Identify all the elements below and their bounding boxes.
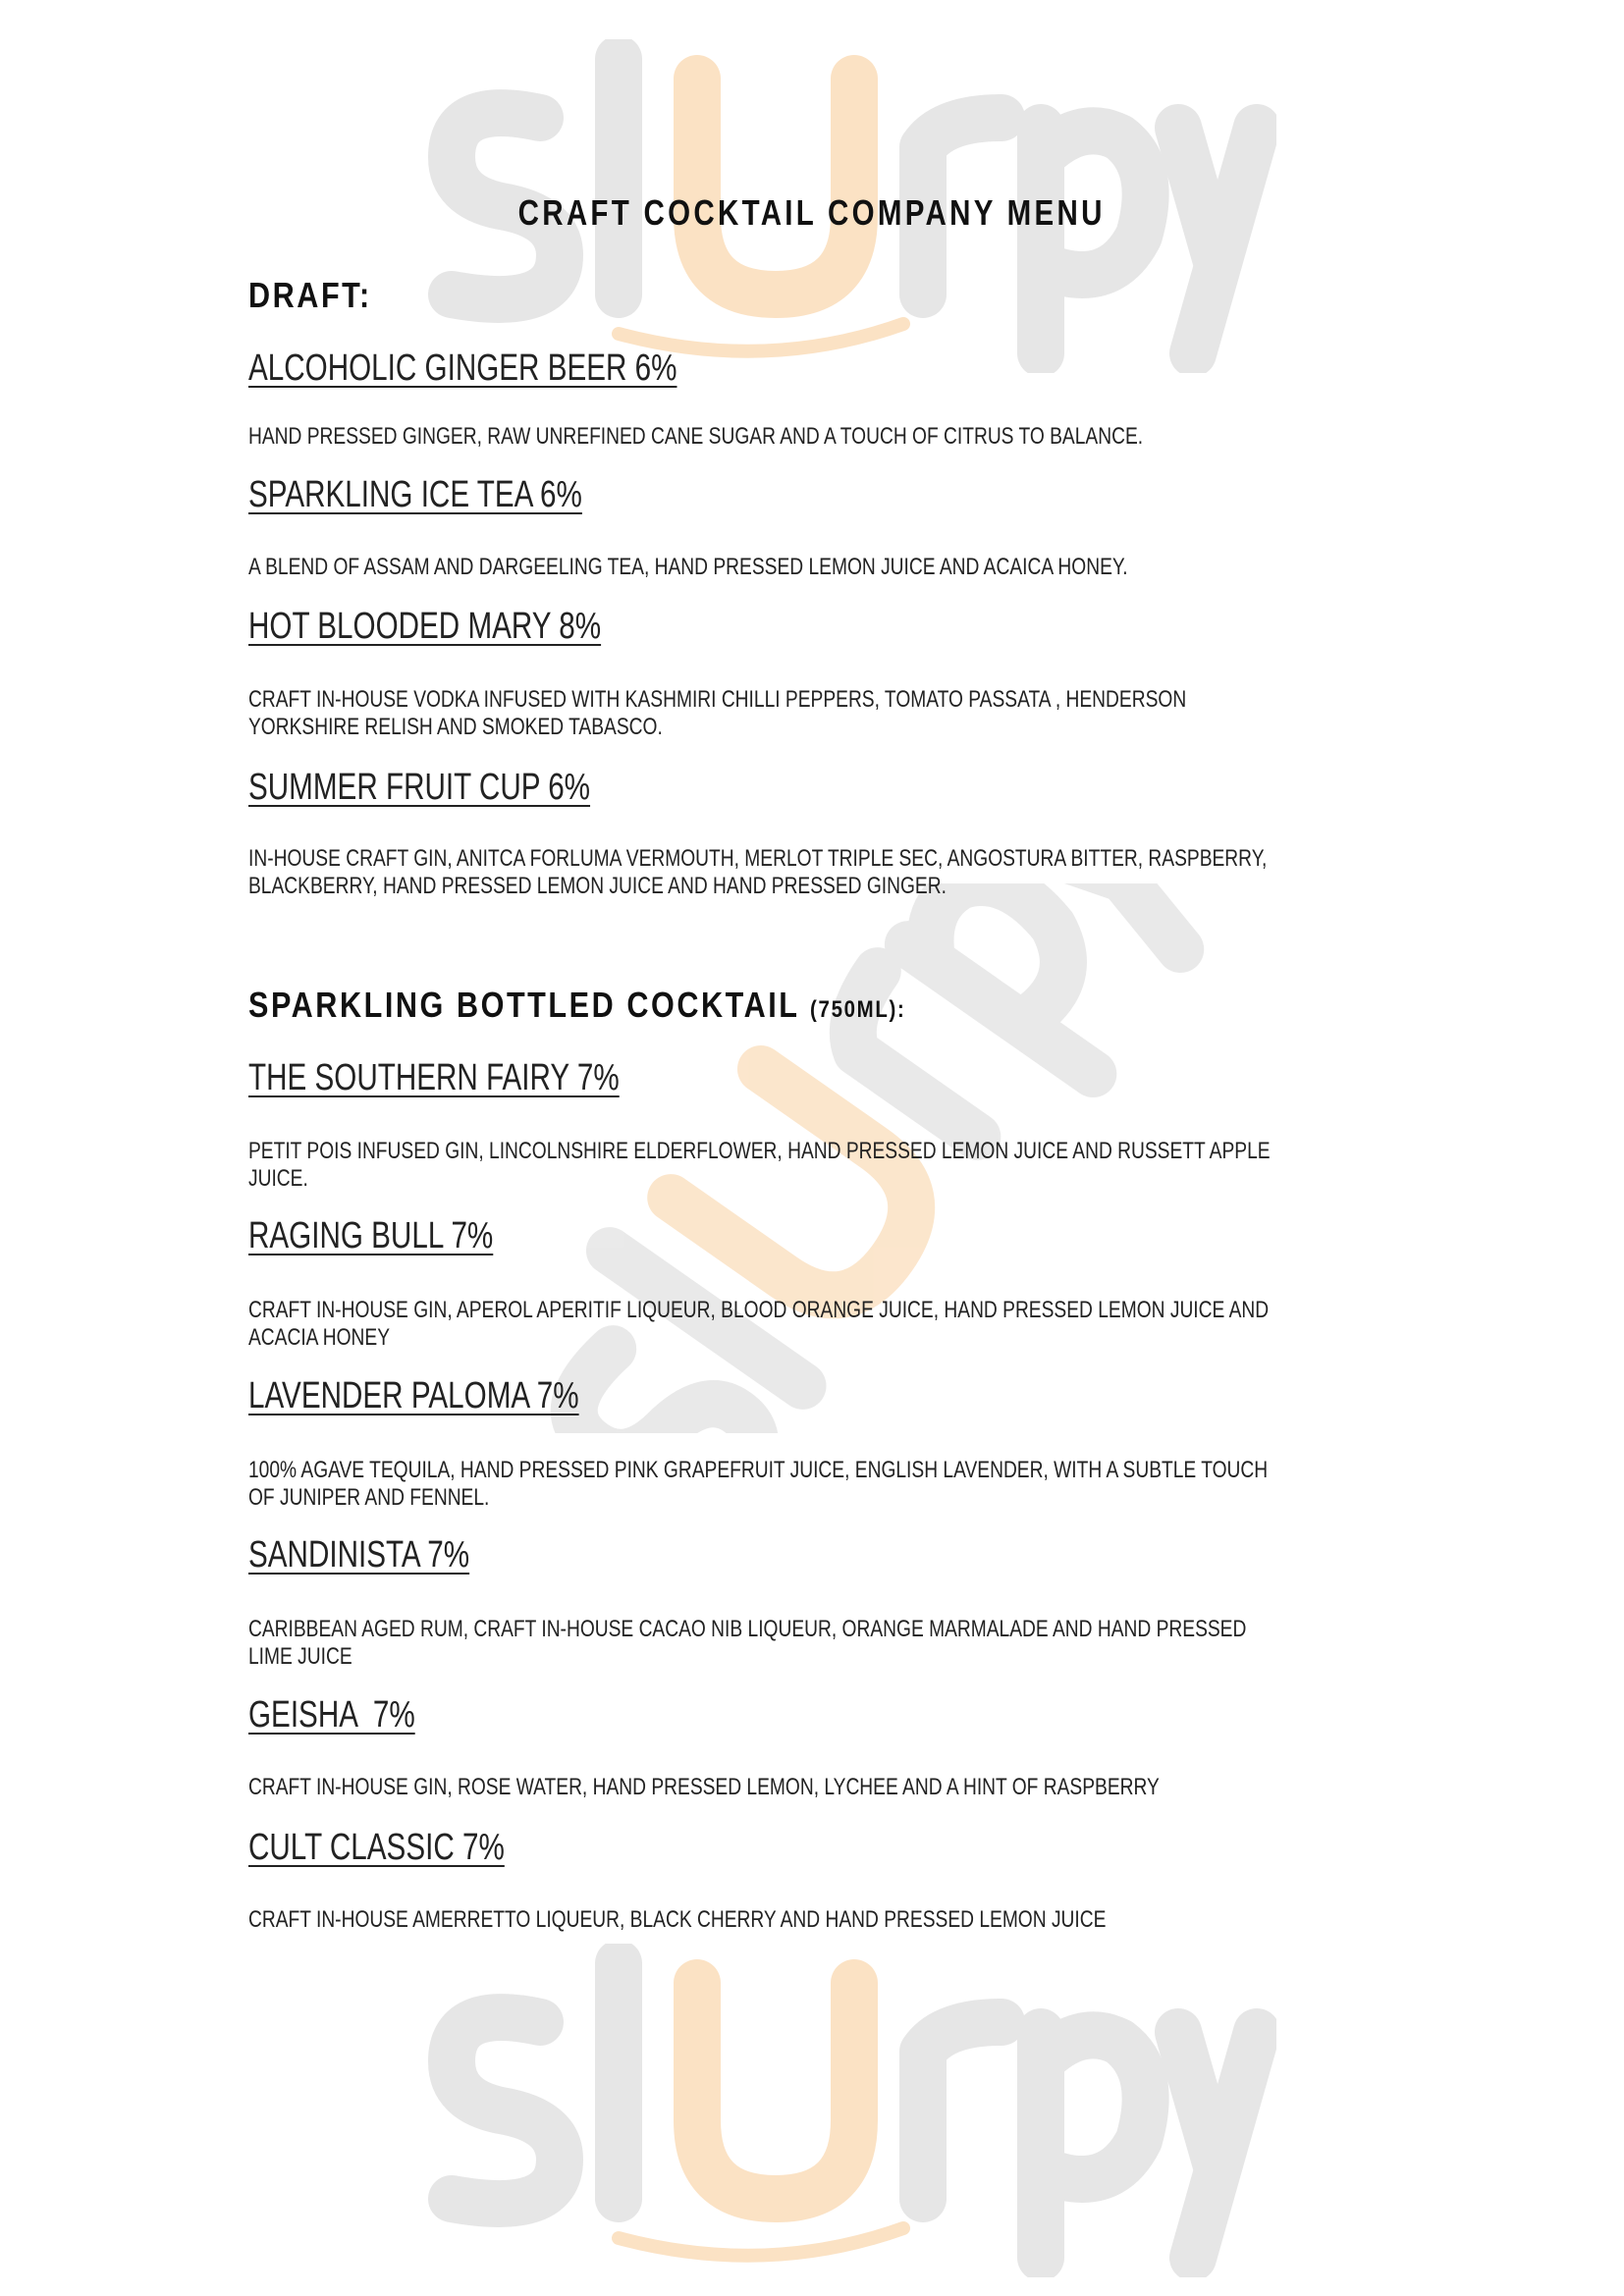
item-name: THE SOUTHERN FAIRY 7% <box>248 1057 620 1098</box>
item-description <box>248 1616 1246 1671</box>
item-description <box>248 1906 1106 1934</box>
menu-title <box>0 192 1624 234</box>
item-description <box>248 845 1267 900</box>
item-description <box>248 423 1143 451</box>
item-name: SANDINISTA 7% <box>248 1534 470 1575</box>
item-name: RAGING BULL 7% <box>248 1215 494 1256</box>
item-name: CULT CLASSIC 7% <box>248 1827 505 1868</box>
desc-line: LIME JUICE <box>248 1643 352 1670</box>
item-name: SPARKLING ICE TEA 6% <box>248 474 582 515</box>
item-description <box>248 554 1128 581</box>
desc-line: BLACKBERRY, HAND PRESSED LEMON JUICE AND HAND PRESSED GINGER. <box>248 873 947 899</box>
desc-line: CARIBBEAN AGED RUM, CRAFT IN-HOUSE CACAO NIB LIQUEUR, ORANGE MARMALADE AND HAND PRESSED <box>248 1616 1247 1642</box>
desc-line: CRAFT IN-HOUSE AMERRETTO LIQUEUR, BLACK CHERRY AND HAND PRESSED LEMON JUICE <box>248 1906 1107 1933</box>
desc-line: HAND PRESSED GINGER, RAW UNREFINED CANE SUGAR AND A TOUCH OF CITRUS TO BALANCE. <box>248 423 1144 450</box>
desc-line: A BLEND OF ASSAM AND DARGEELING TEA, HAND PRESSED LEMON JUICE AND ACAICA HONEY. <box>248 554 1128 580</box>
desc-line: IN-HOUSE CRAFT GIN, ANITCA FORLUMA VERMOUTH, MERLOT TRIPLE SEC, ANGOSTURA BITTER, RASPBERRY, <box>248 845 1268 872</box>
desc-line: JUICE. <box>248 1165 308 1192</box>
section-heading-bottled <box>248 985 906 1026</box>
desc-line: CRAFT IN-HOUSE GIN, ROSE WATER, HAND PRESSED LEMON, LYCHEE AND A HINT OF RASPBERRY <box>248 1774 1160 1800</box>
item-name: ALCOHOLIC GINGER BEER 6% <box>248 347 677 389</box>
section-heading-draft: DRAFT: <box>248 275 372 315</box>
item-description <box>248 1138 1271 1193</box>
item-name: GEISHA 7% <box>248 1694 415 1735</box>
desc-line: OF JUNIPER AND FENNEL. <box>248 1484 490 1511</box>
watermark-logo-bottom <box>393 1944 1276 2277</box>
desc-line: YORKSHIRE RELISH AND SMOKED TABASCO. <box>248 714 663 740</box>
item-description <box>248 1297 1269 1352</box>
desc-line: PETIT POIS INFUSED GIN, LINCOLNSHIRE ELDERFLOWER, HAND PRESSED LEMON JUICE AND RUSSETT APPLE <box>248 1138 1271 1164</box>
desc-line: ACACIA HONEY <box>248 1324 391 1351</box>
item-description <box>248 1457 1268 1512</box>
item-description <box>248 686 1186 741</box>
menu-title-text: CRAFT COCKTAIL COMPANY MENU <box>517 192 1107 233</box>
item-name: LAVENDER PALOMA 7% <box>248 1375 579 1416</box>
item-name: HOT BLOODED MARY 8% <box>248 606 602 647</box>
item-name: SUMMER FRUIT CUP 6% <box>248 767 591 808</box>
desc-line: 100% AGAVE TEQUILA, HAND PRESSED PINK GRAPEFRUIT JUICE, ENGLISH LAVENDER, WITH A SUBTLE TOUCH <box>248 1457 1269 1483</box>
item-description <box>248 1774 1160 1801</box>
desc-line: CRAFT IN-HOUSE VODKA INFUSED WITH KASHMIRI CHILLI PEPPERS, TOMATO PASSATA , HENDERSON <box>248 686 1187 713</box>
section-heading-note: (750ML): <box>810 996 906 1023</box>
section-heading-text: SPARKLING BOTTLED COCKTAIL <box>248 985 799 1025</box>
desc-line: CRAFT IN-HOUSE GIN, APEROL APERITIF LIQUEUR, BLOOD ORANGE JUICE, HAND PRESSED LEMON JUICE AND <box>248 1297 1270 1323</box>
